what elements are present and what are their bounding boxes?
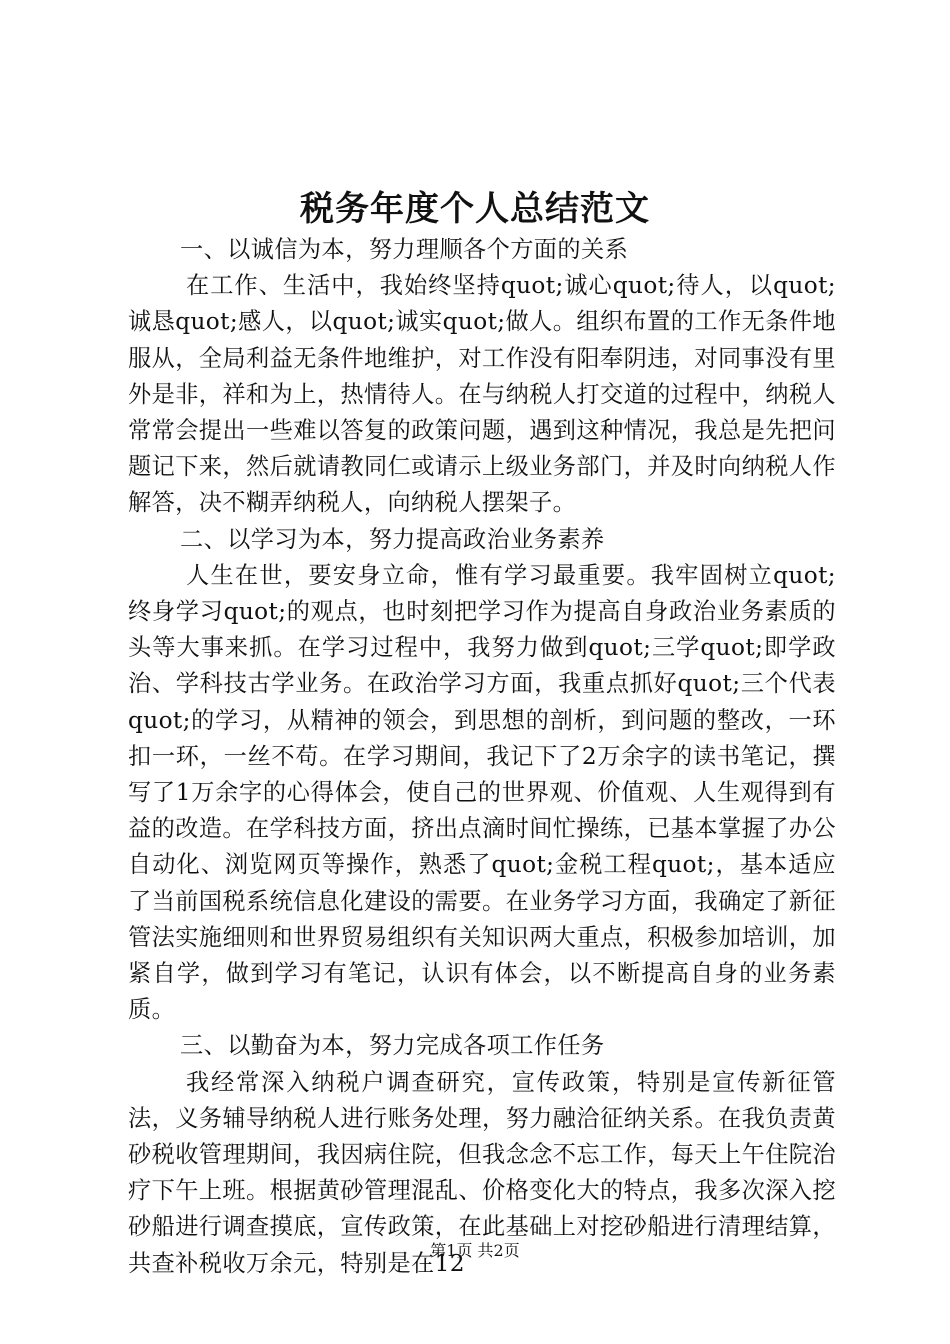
document-body xyxy=(128,232,836,1282)
section-paragraph-1: 在工作、生活中，我始终坚持quot;诚心quot;待人，以quot;诚恳quot;感人，以quot;诚实quot;做人。组织布置的工作无条件地服从，全局利益无条件地维护，对工作没有阳奉阴违，对同事没有里外是非，祥和为上，热情待人。在与纳税人打交道的过程中，纳税人常常会提出一些难以答复的政策问题，遇到这种情况，我总是先把问题记下来，然后就请教同仁或请示上级业务部门，并及时向纳税人作解答，决不糊弄纳税人，向纳税人摆架子。 xyxy=(128,272,836,517)
section-paragraph-2: 人生在世，要安身立命，惟有学习最重要。我牢固树立quot;终身学习quot;的观点，也时刻把学习作为提高自身政治业务素质的头等大事来抓。在学习过程中，我努力做到quot;三学quot;即学政治、学科技古学业务。在政治学习方面，我重点抓好quot;三个代表quot;的学习，从精神的领会，到思想的剖析，到问题的整改，一环扣一环，一丝不苟。在学习期间，我记下了2万余字的读书笔记，撰写了1万余字的心得体会，使自己的世界观、价值观、人生观得到有益的改造。在学科技方面，挤出点滴时间忙操练，已基本掌握了办公自动化、浏览网页等操作，熟悉了quot;金税工程quot;，基本适应了当前国税系统信息化建设的需要。在业务学习方面，我确定了新征管法实施细则和世界贸易组织有关知识两大重点，积极参加培训，加紧自学，做到学习有笔记，认识有体会，以不断提高自身的业务素质。 xyxy=(128,561,836,1024)
section-heading-2: 二、以学习为本，努力提高政治业务素养 xyxy=(180,525,605,553)
section-heading-3: 三、以勤奋为本，努力完成各项工作任务 xyxy=(180,1032,605,1060)
section-paragraph-3: 我经常深入纳税户调查研究，宣传政策，特别是宣传新征管法，义务辅导纳税人进行账务处理，努力融洽征纳关系。在我负责黄砂税收管理期间，我因病住院，但我念念不忘工作，每天上午住院治疗下午上班。根据黄砂管理混乱、价格变化大的特点，我多次深入挖砂船进行调查摸底，宣传政策，在此基础上对挖砂船进行清理结算，共查补税收万余元，特别是在12 xyxy=(128,1068,836,1277)
document-title: 税务年度个人总结范文 xyxy=(300,189,650,229)
page-number-footer: 第1页 共2页 xyxy=(430,1241,520,1260)
section-heading-1: 一、以诚信为本，努力理顺各个方面的关系 xyxy=(180,236,629,263)
